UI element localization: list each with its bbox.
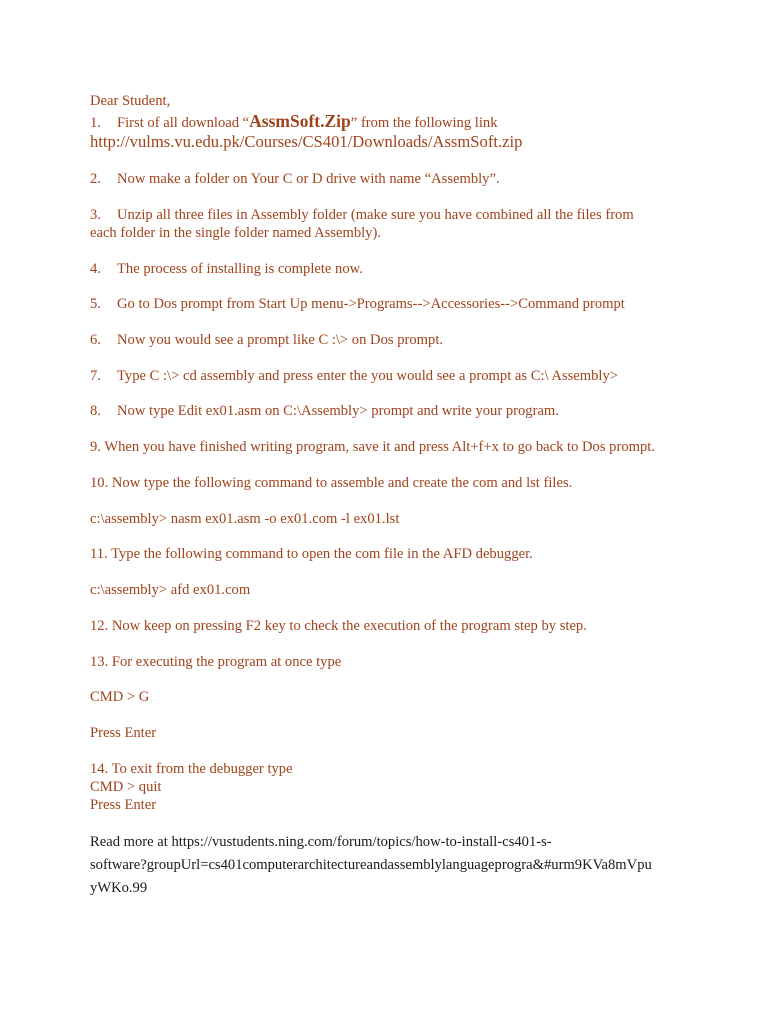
step-3-text: Unzip all three files in Assembly folder (make sure you have combined all the files from xyxy=(117,207,634,223)
step-5-text: Go to Dos prompt from Start Up menu->Programs-->Accessories-->Command prompt xyxy=(117,296,625,312)
command-nasm: c:\assembly> nasm ex01.asm -o ex01.com -l ex01.lst xyxy=(90,511,400,527)
step-4-number: 4. xyxy=(90,261,101,277)
step-7 xyxy=(90,367,618,385)
step-2-text: Now make a folder on Your C or D drive with name “Assembly”. xyxy=(117,171,500,187)
step-2-number: 2. xyxy=(90,171,101,187)
greeting: Dear Student, xyxy=(90,93,171,109)
step-11: 11. Type the following command to open the com file in the AFD debugger. xyxy=(90,546,533,562)
step-6-text: Now you would see a prompt like C :\> on Dos prompt. xyxy=(117,332,444,348)
press-enter-2: Press Enter xyxy=(90,797,157,813)
step-5 xyxy=(90,295,625,313)
step-3-number: 3. xyxy=(90,207,101,223)
step-7-text: Type C :\> cd assembly and press enter the you would see a prompt as C:\ Assembly> xyxy=(117,368,619,384)
step-3 xyxy=(90,206,634,224)
command-g: CMD > G xyxy=(90,689,150,705)
step-8 xyxy=(90,402,559,420)
step-8-number: 8. xyxy=(90,403,101,419)
command-afd: c:\assembly> afd ex01.com xyxy=(90,582,251,598)
step-4 xyxy=(90,260,363,278)
step-5-number: 5. xyxy=(90,296,101,312)
read-more-line-3[interactable]: yWKo.99 xyxy=(90,880,148,896)
read-more-line-1[interactable]: Read more at https://vustudents.ning.com/forum/topics/how-to-install-cs401-s- xyxy=(90,834,552,850)
step-1-text-pre: First of all download “ xyxy=(117,115,250,131)
step-4-text: The process of installing is complete now. xyxy=(117,261,363,277)
step-8-text: Now type Edit ex01.asm on C:\Assembly> prompt and write your program. xyxy=(117,403,559,419)
step-1-text-post: ” from the following link xyxy=(350,115,498,131)
press-enter-1: Press Enter xyxy=(90,725,157,741)
step-2 xyxy=(90,170,500,188)
step-14: 14. To exit from the debugger type xyxy=(90,761,293,777)
step-9: 9. When you have finished writing program, save it and press Alt+f+x to go back to Dos prompt. xyxy=(90,439,655,455)
step-1-filename: AssmSoft.Zip xyxy=(249,111,351,131)
step-1-number: 1. xyxy=(90,115,101,131)
step-13: 13. For executing the program at once type xyxy=(90,654,342,670)
step-12: 12. Now keep on pressing F2 key to check the execution of the program step by step. xyxy=(90,618,587,634)
step-7-number: 7. xyxy=(90,368,101,384)
step-1 xyxy=(90,112,498,132)
download-link[interactable]: http://vulms.vu.edu.pk/Courses/CS401/Downloads/AssmSoft.zip xyxy=(90,132,523,151)
read-more-line-2[interactable]: software?groupUrl=cs401computerarchitectureandassemblylanguageprogra&#urm9KVa8mVpu xyxy=(90,857,652,873)
command-quit: CMD > quit xyxy=(90,779,162,795)
step-6-number: 6. xyxy=(90,332,101,348)
step-3-continued: each folder in the single folder named Assembly). xyxy=(90,225,381,241)
step-6 xyxy=(90,331,443,349)
step-10: 10. Now type the following command to assemble and create the com and lst files. xyxy=(90,475,573,491)
